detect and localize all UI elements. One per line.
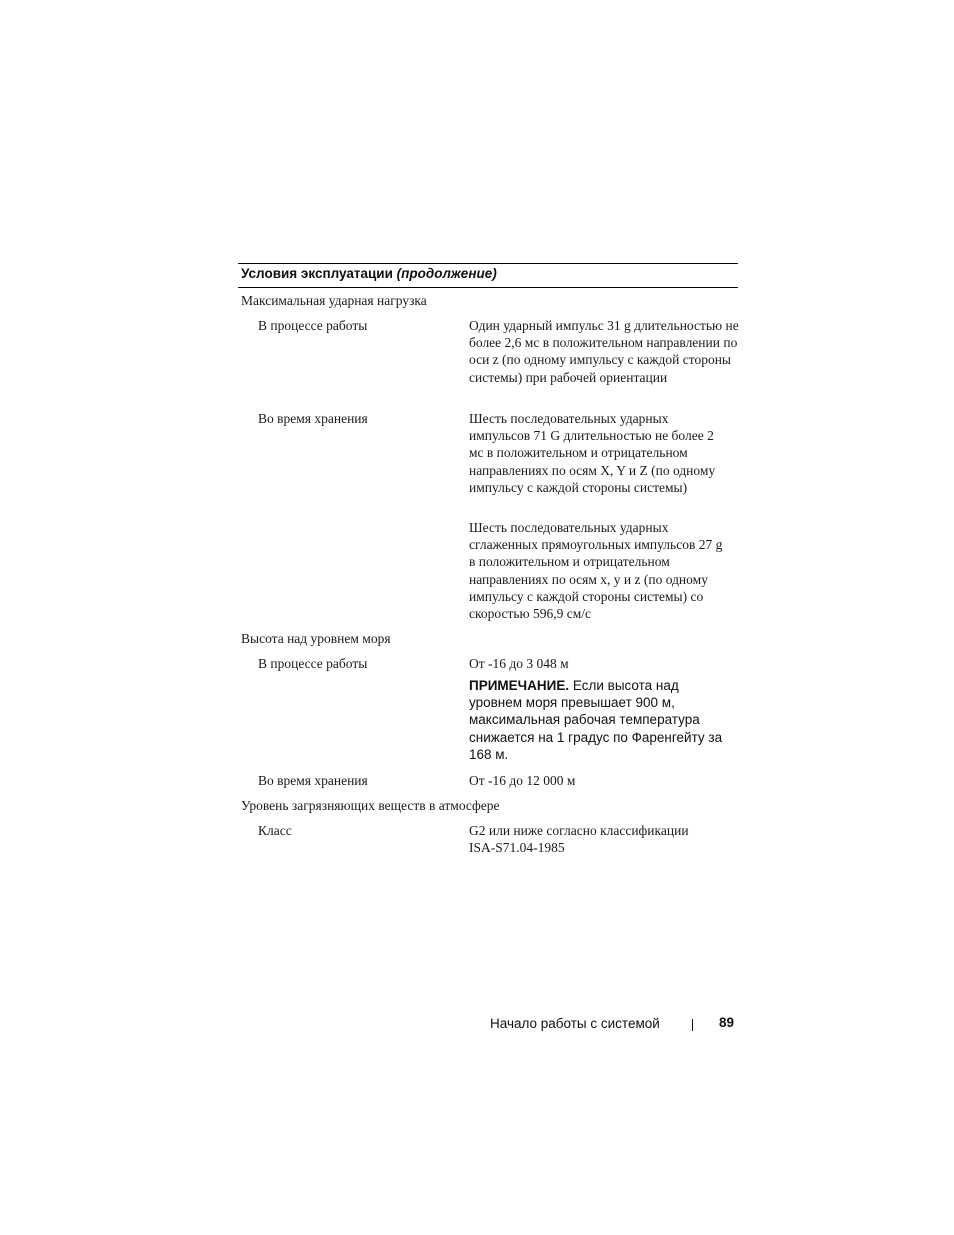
row-value-operating-altitude: От -16 до 3 048 м [469,656,569,671]
row-label-storage-altitude: Во время хранения [258,773,368,788]
section-heading-shock: Максимальная ударная нагрузка [241,293,427,308]
row-label-operating-shock: В процессе работы [258,318,368,333]
table-title-text: Условия эксплуатации [241,266,393,281]
table-title [241,266,497,281]
row-label-operating-altitude: В процессе работы [258,656,368,671]
row-label-storage-shock: Во время хранения [258,411,368,426]
note-text: Если высота над уровнем моря превышает 900 м, максимальная рабочая температура снижается на 1 градус по Фаренгейту за 168 м. [469,678,723,762]
page-number: 89 [719,1015,735,1030]
footer-title: Начало работы с системой [490,1016,660,1031]
table-header [238,263,738,288]
row-value-operating-shock: Один ударный импульс 31 g длительностью не более 2,6 мс в положительном направлении по оси z (по одному импульсу с каждой стороны системы) при рабочей ориентации [469,318,739,385]
row-label-class: Класс [258,823,292,838]
row-value-storage-shock-square: Шесть последовательных ударных сглаженных прямоугольных импульсов 27 g в положительном и отрицательном направлениях по осям x, y и z (по одному импульсу с каждой стороны системы) со скоростью 596,9 см/с [469,520,723,622]
row-value-storage-shock: Шесть последовательных ударных импульсов 71 G длительностью не более 2 мс в положительном и отрицательном направлениях по осям X, Y и Z (по одному импульсу с каждой стороны системы) [469,411,716,495]
section-heading-altitude: Высота над уровнем моря [241,631,391,646]
row-value-storage-altitude: От -16 до 12 000 м [469,773,576,788]
section-heading-contaminants: Уровень загрязняющих веществ в атмосфере [241,798,500,813]
footer-separator [692,1019,693,1031]
note-title: ПРИМЕЧАНИЕ. [469,678,570,693]
table-title-suffix: (продолжение) [396,266,497,281]
row-value-class: G2 или ниже согласно классификации ISA-S71.04-1985 [469,823,689,856]
note-block [469,677,724,763]
